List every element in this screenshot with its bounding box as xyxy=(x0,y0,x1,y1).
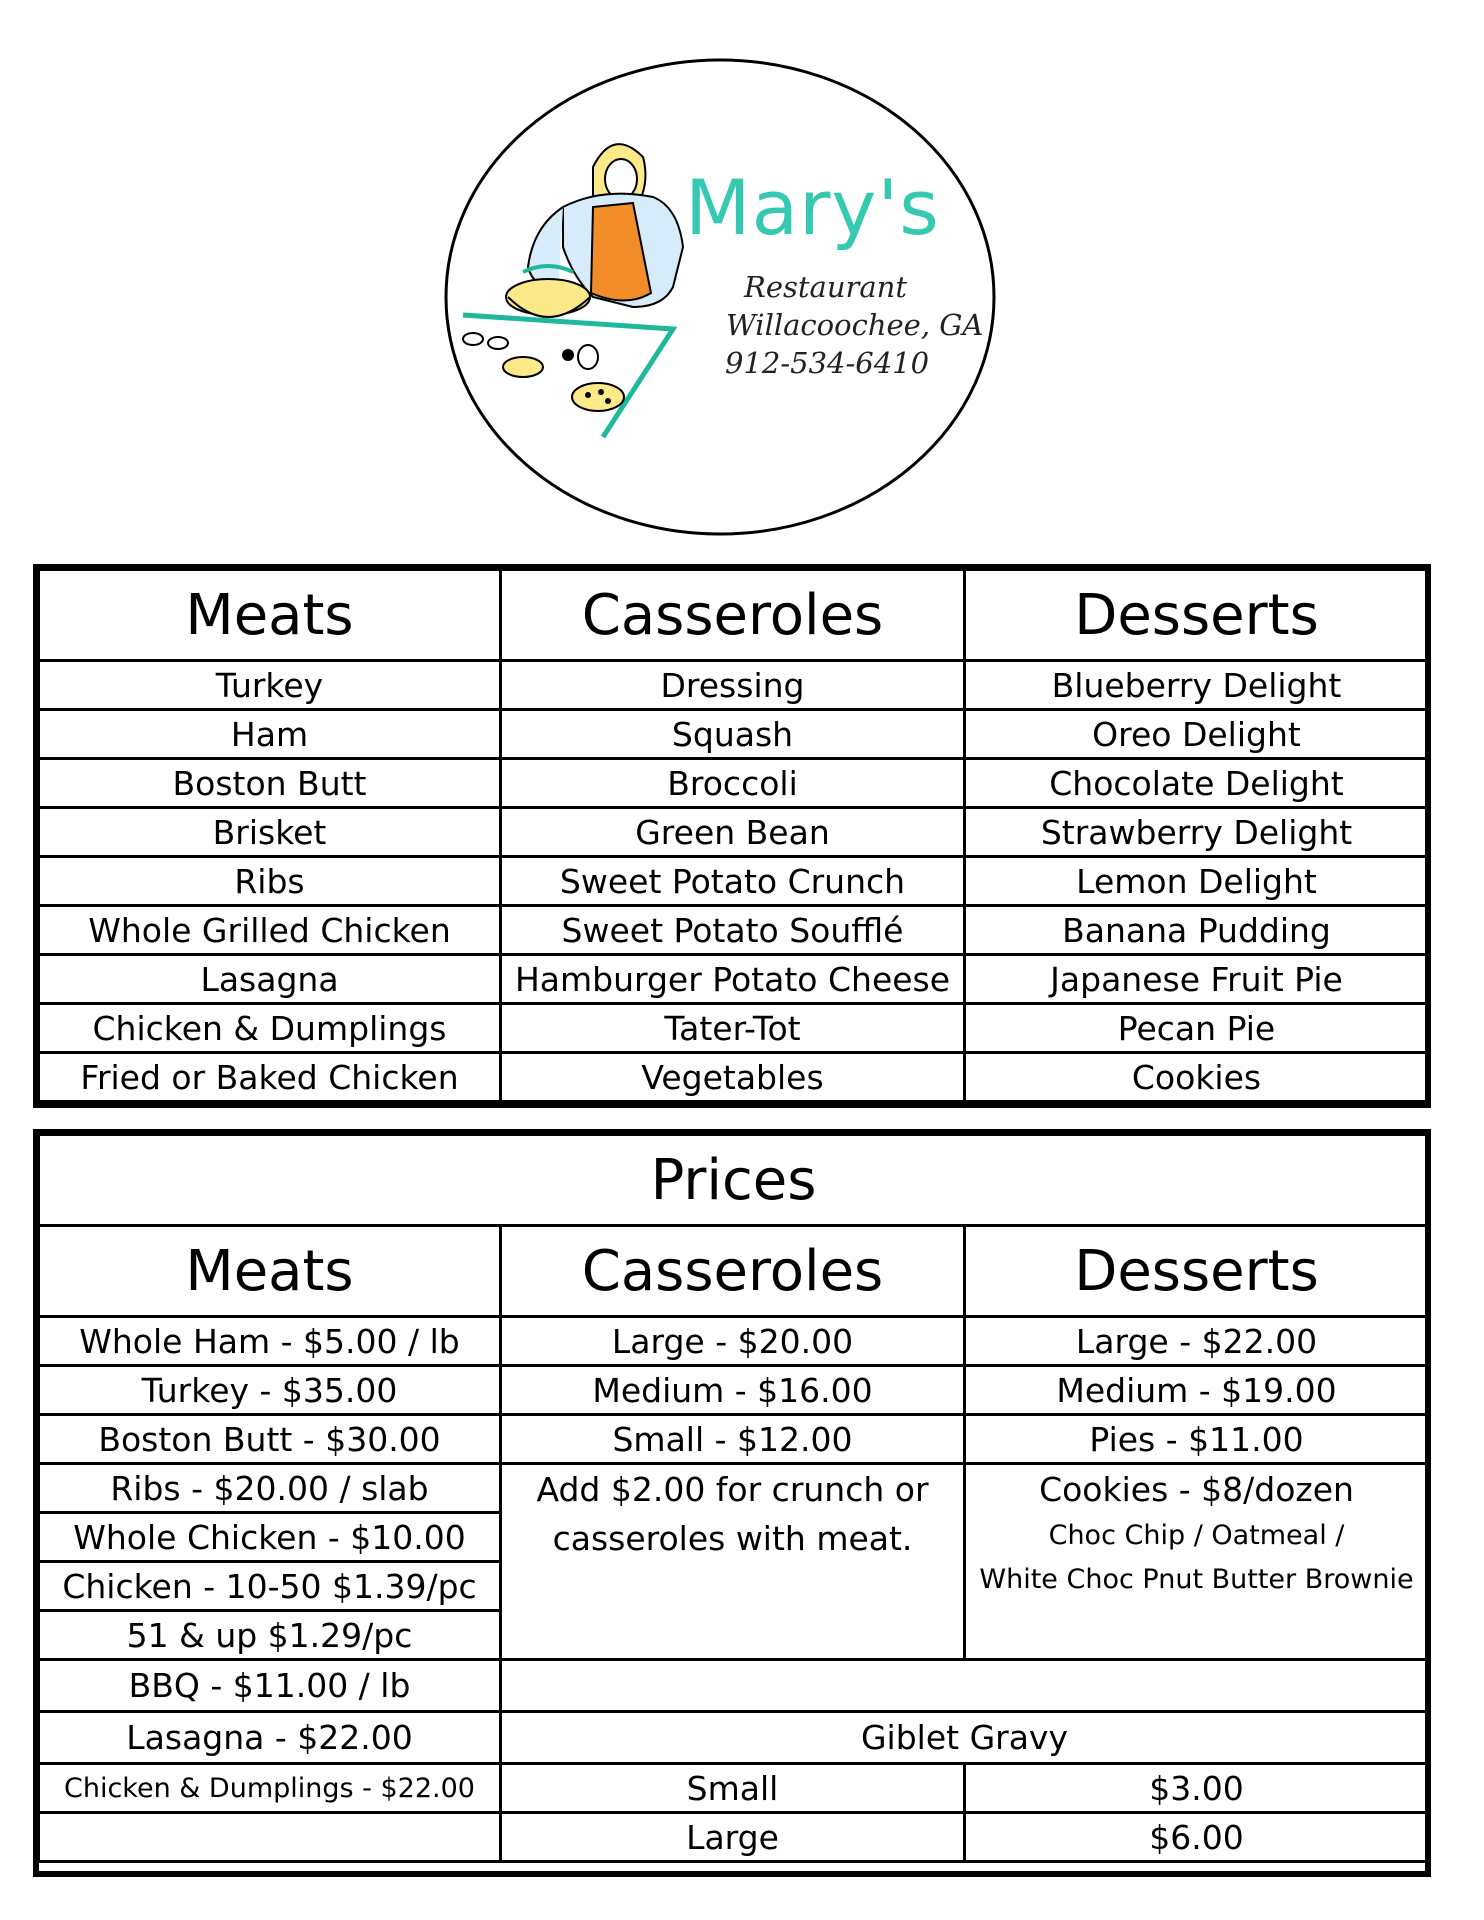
brand-name: Mary's xyxy=(685,163,940,252)
menu-casserole-item: Sweet Potato Soufflé xyxy=(501,906,965,955)
cookie-details xyxy=(965,1464,1429,1660)
menu-row xyxy=(39,661,1429,710)
restaurant-logo xyxy=(443,57,997,537)
prices-header-casseroles: Casseroles xyxy=(501,1226,965,1317)
brand-subtitle: Restaurant xyxy=(744,270,907,304)
menu-row xyxy=(39,906,1429,955)
menu-row xyxy=(39,1053,1429,1102)
menu-row xyxy=(39,857,1429,906)
prices-table xyxy=(37,1133,1430,1863)
brand-phone: 912-534-6410 xyxy=(725,346,930,380)
gravy-title: Giblet Gravy xyxy=(501,1712,1429,1764)
prices-row xyxy=(39,1366,1429,1415)
prices-row xyxy=(39,1813,1429,1862)
cookie-types-line-2: White Choc Pnut Butter Brownie xyxy=(979,1564,1414,1595)
gravy-size: Small xyxy=(501,1764,965,1813)
menu-meat-item: Boston Butt xyxy=(39,759,501,808)
meat-price: Whole Ham - $5.00 / lb xyxy=(39,1317,501,1366)
menu-header-casseroles: Casseroles xyxy=(501,570,965,661)
cookie-price: Cookies - $8/dozen xyxy=(1039,1470,1354,1509)
menu-meat-item: Brisket xyxy=(39,808,501,857)
menu-dessert-item: Oreo Delight xyxy=(965,710,1429,759)
meat-price: BBQ - $11.00 / lb xyxy=(39,1660,501,1712)
menu-casserole-item: Squash xyxy=(501,710,965,759)
casserole-price: Large - $20.00 xyxy=(501,1317,965,1366)
menu-row xyxy=(39,1004,1429,1053)
menu-row xyxy=(39,710,1429,759)
menu-meat-item: Fried or Baked Chicken xyxy=(39,1053,501,1102)
menu-table xyxy=(37,568,1430,1103)
dessert-price: Medium - $19.00 xyxy=(965,1366,1429,1415)
meat-price: Chicken - 10-50 $1.39/pc xyxy=(39,1562,501,1611)
prices-row xyxy=(39,1660,1429,1712)
casserole-note xyxy=(501,1464,965,1660)
menu-meat-item: Chicken & Dumplings xyxy=(39,1004,501,1053)
menu-meat-item: Whole Grilled Chicken xyxy=(39,906,501,955)
cookie-types-line-1: Choc Chip / Oatmeal / xyxy=(1048,1520,1345,1551)
menu-casserole-item: Tater-Tot xyxy=(501,1004,965,1053)
menu-casserole-item: Dressing xyxy=(501,661,965,710)
menu-dessert-item: Lemon Delight xyxy=(965,857,1429,906)
meat-price: Boston Butt - $30.00 xyxy=(39,1415,501,1464)
casserole-note-line-1: Add $2.00 for crunch or xyxy=(536,1470,929,1509)
menu-dessert-item: Chocolate Delight xyxy=(965,759,1429,808)
menu-dessert-item: Cookies xyxy=(965,1053,1429,1102)
menu-row xyxy=(39,759,1429,808)
prices-header-row xyxy=(39,1226,1429,1317)
menu-casserole-item: Hamburger Potato Cheese xyxy=(501,955,965,1004)
dessert-price: Large - $22.00 xyxy=(965,1317,1429,1366)
menu-row xyxy=(39,955,1429,1004)
logo-illustration xyxy=(443,57,997,537)
empty-cell xyxy=(501,1660,1429,1712)
menu-casserole-item: Vegetables xyxy=(501,1053,965,1102)
menu-dessert-item: Japanese Fruit Pie xyxy=(965,955,1429,1004)
prices-title: Prices xyxy=(39,1135,1429,1226)
casserole-note-line-2: casseroles with meat. xyxy=(552,1519,913,1558)
meat-price: Whole Chicken - $10.00 xyxy=(39,1513,501,1562)
meat-price: Chicken & Dumplings - $22.00 xyxy=(39,1764,501,1813)
prices-header-meats: Meats xyxy=(39,1226,501,1317)
menu-dessert-item: Banana Pudding xyxy=(965,906,1429,955)
menu-casserole-item: Sweet Potato Crunch xyxy=(501,857,965,906)
meat-price: 51 & up $1.29/pc xyxy=(39,1611,501,1660)
prices-title-row xyxy=(39,1135,1429,1226)
menu-dessert-item: Blueberry Delight xyxy=(965,661,1429,710)
menu-dessert-item: Pecan Pie xyxy=(965,1004,1429,1053)
empty-cell xyxy=(39,1813,501,1862)
menu-meat-item: Ribs xyxy=(39,857,501,906)
brand-location: Willacoochee, GA xyxy=(726,308,984,342)
gravy-size: Large xyxy=(501,1813,965,1862)
casserole-price: Medium - $16.00 xyxy=(501,1366,965,1415)
prices-row xyxy=(39,1464,1429,1513)
dessert-price: Pies - $11.00 xyxy=(965,1415,1429,1464)
menu-meat-item: Ham xyxy=(39,710,501,759)
prices-row xyxy=(39,1317,1429,1366)
menu-header-desserts: Desserts xyxy=(965,570,1429,661)
prices-row xyxy=(39,1712,1429,1764)
menu-meat-item: Turkey xyxy=(39,661,501,710)
menu-casserole-item: Broccoli xyxy=(501,759,965,808)
meat-price: Turkey - $35.00 xyxy=(39,1366,501,1415)
prices-row xyxy=(39,1764,1429,1813)
gravy-price: $6.00 xyxy=(965,1813,1429,1862)
menu-row xyxy=(39,808,1429,857)
meat-price: Ribs - $20.00 / slab xyxy=(39,1464,501,1513)
menu-casserole-item: Green Bean xyxy=(501,808,965,857)
casserole-price: Small - $12.00 xyxy=(501,1415,965,1464)
prices-header-desserts: Desserts xyxy=(965,1226,1429,1317)
gravy-price: $3.00 xyxy=(965,1764,1429,1813)
menu-header-row xyxy=(39,570,1429,661)
menu-header-meats: Meats xyxy=(39,570,501,661)
menu-meat-item: Lasagna xyxy=(39,955,501,1004)
menu-dessert-item: Strawberry Delight xyxy=(965,808,1429,857)
meat-price: Lasagna - $22.00 xyxy=(39,1712,501,1764)
prices-row xyxy=(39,1415,1429,1464)
